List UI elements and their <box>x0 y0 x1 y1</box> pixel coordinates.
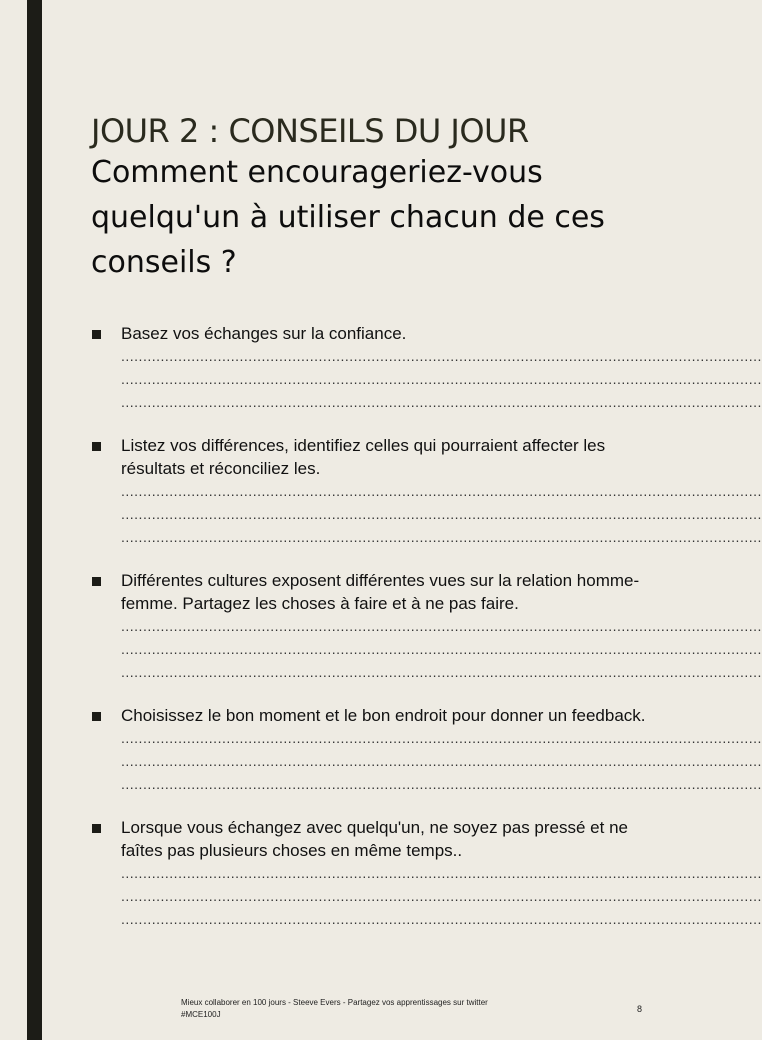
answer-line: .................................................................................................................................................. <box>121 753 762 769</box>
list-item <box>91 322 762 414</box>
answer-line: .................................................................................................................................................. <box>121 506 762 522</box>
tip-text: Différentes cultures exposent différentes vues sur la relation homme-femme. Partagez les choses à faire et à ne pas faire. <box>121 571 640 613</box>
tip-text: Choisissez le bon moment et le bon endroit pour donner un feedback. <box>121 706 646 725</box>
square-bullet-icon <box>92 824 101 833</box>
tips-list <box>91 322 762 951</box>
answer-line: .................................................................................................................................................. <box>121 529 762 545</box>
page-number: 8 <box>637 1004 643 1014</box>
list-item <box>91 816 762 931</box>
answer-line: .................................................................................................................................................. <box>121 865 762 881</box>
answer-line: .................................................................................................................................................. <box>121 641 762 657</box>
tip-text: Listez vos différences, identifiez celles qui pourraient affecter les résultats et réconciliez les. <box>121 436 606 478</box>
square-bullet-icon <box>92 442 101 451</box>
square-bullet-icon <box>92 330 101 339</box>
answer-line: .................................................................................................................................................. <box>121 348 762 364</box>
square-bullet-icon <box>92 577 101 586</box>
answer-line: .................................................................................................................................................. <box>121 664 762 680</box>
answer-line: .................................................................................................................................................. <box>121 888 762 904</box>
left-accent-bar <box>27 0 42 1040</box>
footer-text: Mieux collaborer en 100 jours - Steeve Evers - Partagez vos apprentissages sur twitter #MCE100J <box>181 998 488 1019</box>
tip-text: Lorsque vous échangez avec quelqu'un, ne soyez pas pressé et ne faîtes pas plusieurs choses en même temps.. <box>121 818 628 860</box>
list-item <box>91 569 762 684</box>
list-item <box>91 704 762 796</box>
answer-line: .................................................................................................................................................. <box>121 371 762 387</box>
answer-line: .................................................................................................................................................. <box>121 394 762 410</box>
answer-line: .................................................................................................................................................. <box>121 618 762 634</box>
square-bullet-icon <box>92 712 101 721</box>
tip-text: Basez vos échanges sur la confiance. <box>121 324 407 343</box>
answer-line: .................................................................................................................................................. <box>121 911 762 927</box>
answer-line: .................................................................................................................................................. <box>121 776 762 792</box>
list-item <box>91 434 762 549</box>
page-title: JOUR 2 : CONSEILS DU JOUR <box>91 112 529 150</box>
answer-line: .................................................................................................................................................. <box>121 730 762 746</box>
answer-line: .................................................................................................................................................. <box>121 483 762 499</box>
page-subtitle: Comment encourageriez-vous quelqu'un à utiliser chacun de ces conseils ? <box>91 155 605 280</box>
